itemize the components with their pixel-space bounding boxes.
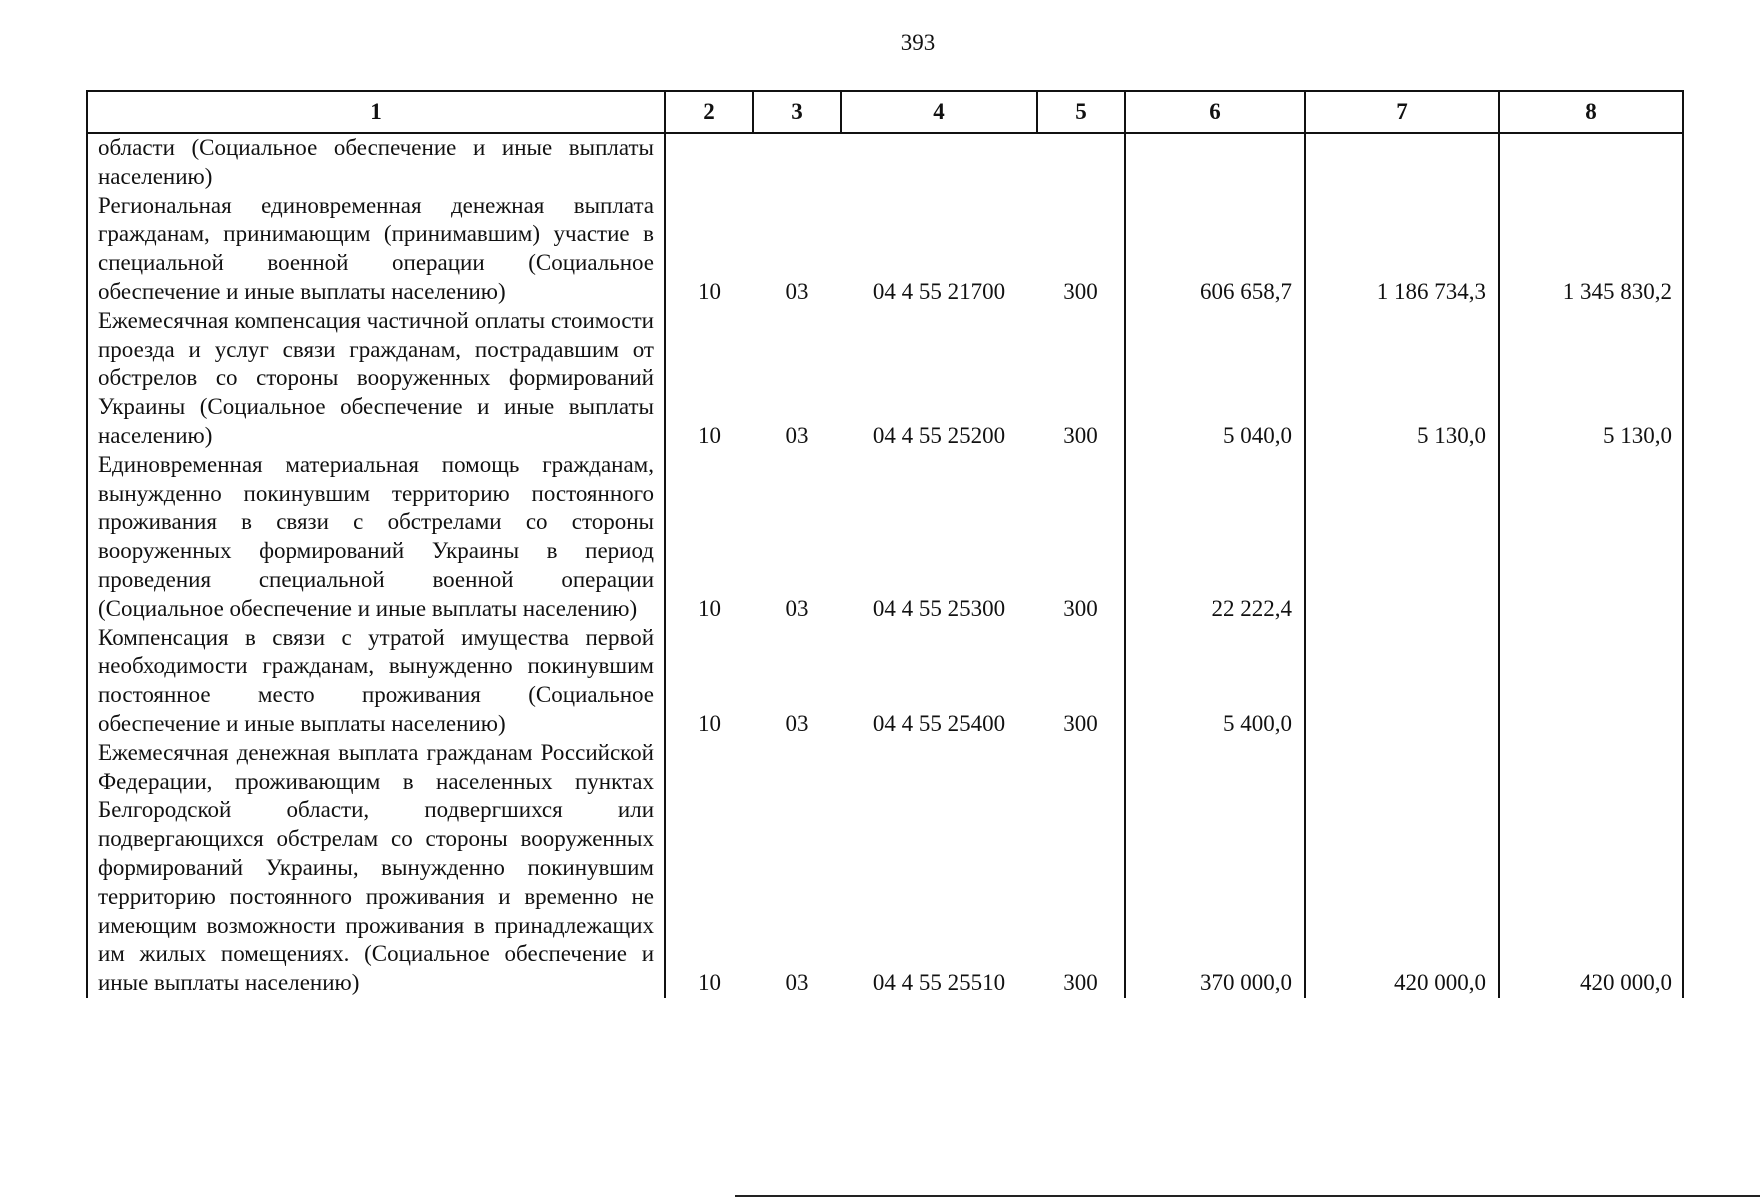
row-amount-8: 420 000,0 — [1499, 739, 1683, 998]
table-row — [87, 624, 1683, 739]
row-subsection: 03 — [785, 422, 809, 448]
row-subsection: 03 — [785, 710, 809, 736]
row-amount-8 — [1499, 451, 1683, 624]
row-amount-6: 606 658,7 — [1125, 192, 1305, 307]
row-target-code: 04 4 55 25300 — [872, 595, 1006, 621]
row-amount-6: 370 000,0 — [1125, 739, 1305, 998]
row-description: Единовременная материальная помощь гражданам, вынужденно покинувшим территорию постоянного проживания в связи с обстрелами со стороны вооруженных формирований Украины в период проведения специальной военной операции (Социальное обеспечение и иные выплаты населению) — [87, 451, 665, 624]
row-target-code: 04 4 55 25200 — [872, 422, 1006, 448]
page-number: 393 — [900, 30, 936, 55]
row-section — [665, 133, 753, 192]
row-subsection: 03 — [785, 278, 809, 304]
row-section: 10 — [665, 307, 753, 451]
row-section: 10 — [665, 192, 753, 307]
row-expense-type — [1037, 133, 1125, 192]
table-row — [87, 133, 1683, 192]
header-col-8: 8 — [1499, 91, 1683, 133]
row-amount-7 — [1305, 624, 1499, 739]
row-target-code: 04 4 55 25400 — [872, 710, 1006, 736]
budget-table — [86, 90, 1684, 998]
row-amount-8 — [1499, 133, 1683, 192]
row-description: Ежемесячная компенсация частичной оплаты стоимости проезда и услуг связи гражданам, пострадавшим от обстрелов со стороны вооруженных формирований Украины (Социальное обеспечение и иные выплаты населению) — [87, 307, 665, 451]
row-target-code: 04 4 55 21700 — [872, 278, 1006, 304]
row-expense-type: 300 — [1037, 739, 1125, 998]
row-expense-type: 300 — [1037, 624, 1125, 739]
row-subsection — [753, 133, 841, 192]
table-row — [87, 739, 1683, 998]
header-col-2: 2 — [665, 91, 753, 133]
row-description: Ежемесячная денежная выплата гражданам Российской Федерации, проживающим в населенных пунктах Белгородской области, подвергшихся или подвергающихся обстрелам со стороны вооруженных формирований Украины, вынужденно покинувшим территорию постоянного проживания и временно не имеющим возможности проживания в принадлежащих им жилых помещениях. (Социальное обеспечение и иные выплаты населению) — [87, 739, 665, 998]
row-description: Региональная единовременная денежная выплата гражданам, принимающим (принимавшим) участие в специальной военной операции (Социальное обеспечение и иные выплаты населению) — [87, 192, 665, 307]
table-body — [87, 133, 1683, 998]
table-header — [87, 91, 1683, 133]
row-amount-6: 5 400,0 — [1125, 624, 1305, 739]
header-col-6: 6 — [1125, 91, 1305, 133]
row-amount-8 — [1499, 624, 1683, 739]
row-amount-7: 1 186 734,3 — [1305, 192, 1499, 307]
row-expense-type: 300 — [1037, 192, 1125, 307]
row-amount-6 — [1125, 133, 1305, 192]
row-description: Компенсация в связи с утратой имущества первой необходимости гражданам, вынужденно покинувшим постоянное место проживания (Социальное обеспечение и иные выплаты населению) — [87, 624, 665, 739]
header-col-4: 4 — [841, 91, 1037, 133]
table-row — [87, 451, 1683, 624]
row-amount-7: 5 130,0 — [1305, 307, 1499, 451]
row-amount-8: 1 345 830,2 — [1499, 192, 1683, 307]
row-section: 10 — [665, 624, 753, 739]
row-section: 10 — [665, 451, 753, 624]
row-subsection: 03 — [785, 970, 809, 996]
row-expense-type: 300 — [1037, 451, 1125, 624]
row-section: 10 — [665, 739, 753, 998]
table-row — [87, 192, 1683, 307]
table-row — [87, 307, 1683, 451]
row-target-code: 04 4 55 25510 — [872, 970, 1006, 996]
row-amount-6: 5 040,0 — [1125, 307, 1305, 451]
row-amount-7 — [1305, 133, 1499, 192]
row-amount-7 — [1305, 451, 1499, 624]
header-col-1: 1 — [87, 91, 665, 133]
row-target-code — [841, 133, 1037, 192]
row-subsection: 03 — [785, 595, 809, 621]
page-bottom-rule — [735, 1195, 1760, 1197]
header-col-7: 7 — [1305, 91, 1499, 133]
header-col-3: 3 — [753, 91, 841, 133]
row-amount-6: 22 222,4 — [1125, 451, 1305, 624]
row-amount-8: 5 130,0 — [1499, 307, 1683, 451]
row-description: области (Социальное обеспечение и иные выплаты населению) — [87, 133, 665, 192]
row-amount-7: 420 000,0 — [1305, 739, 1499, 998]
header-col-5: 5 — [1037, 91, 1125, 133]
row-expense-type: 300 — [1037, 307, 1125, 451]
header-row — [87, 91, 1683, 133]
